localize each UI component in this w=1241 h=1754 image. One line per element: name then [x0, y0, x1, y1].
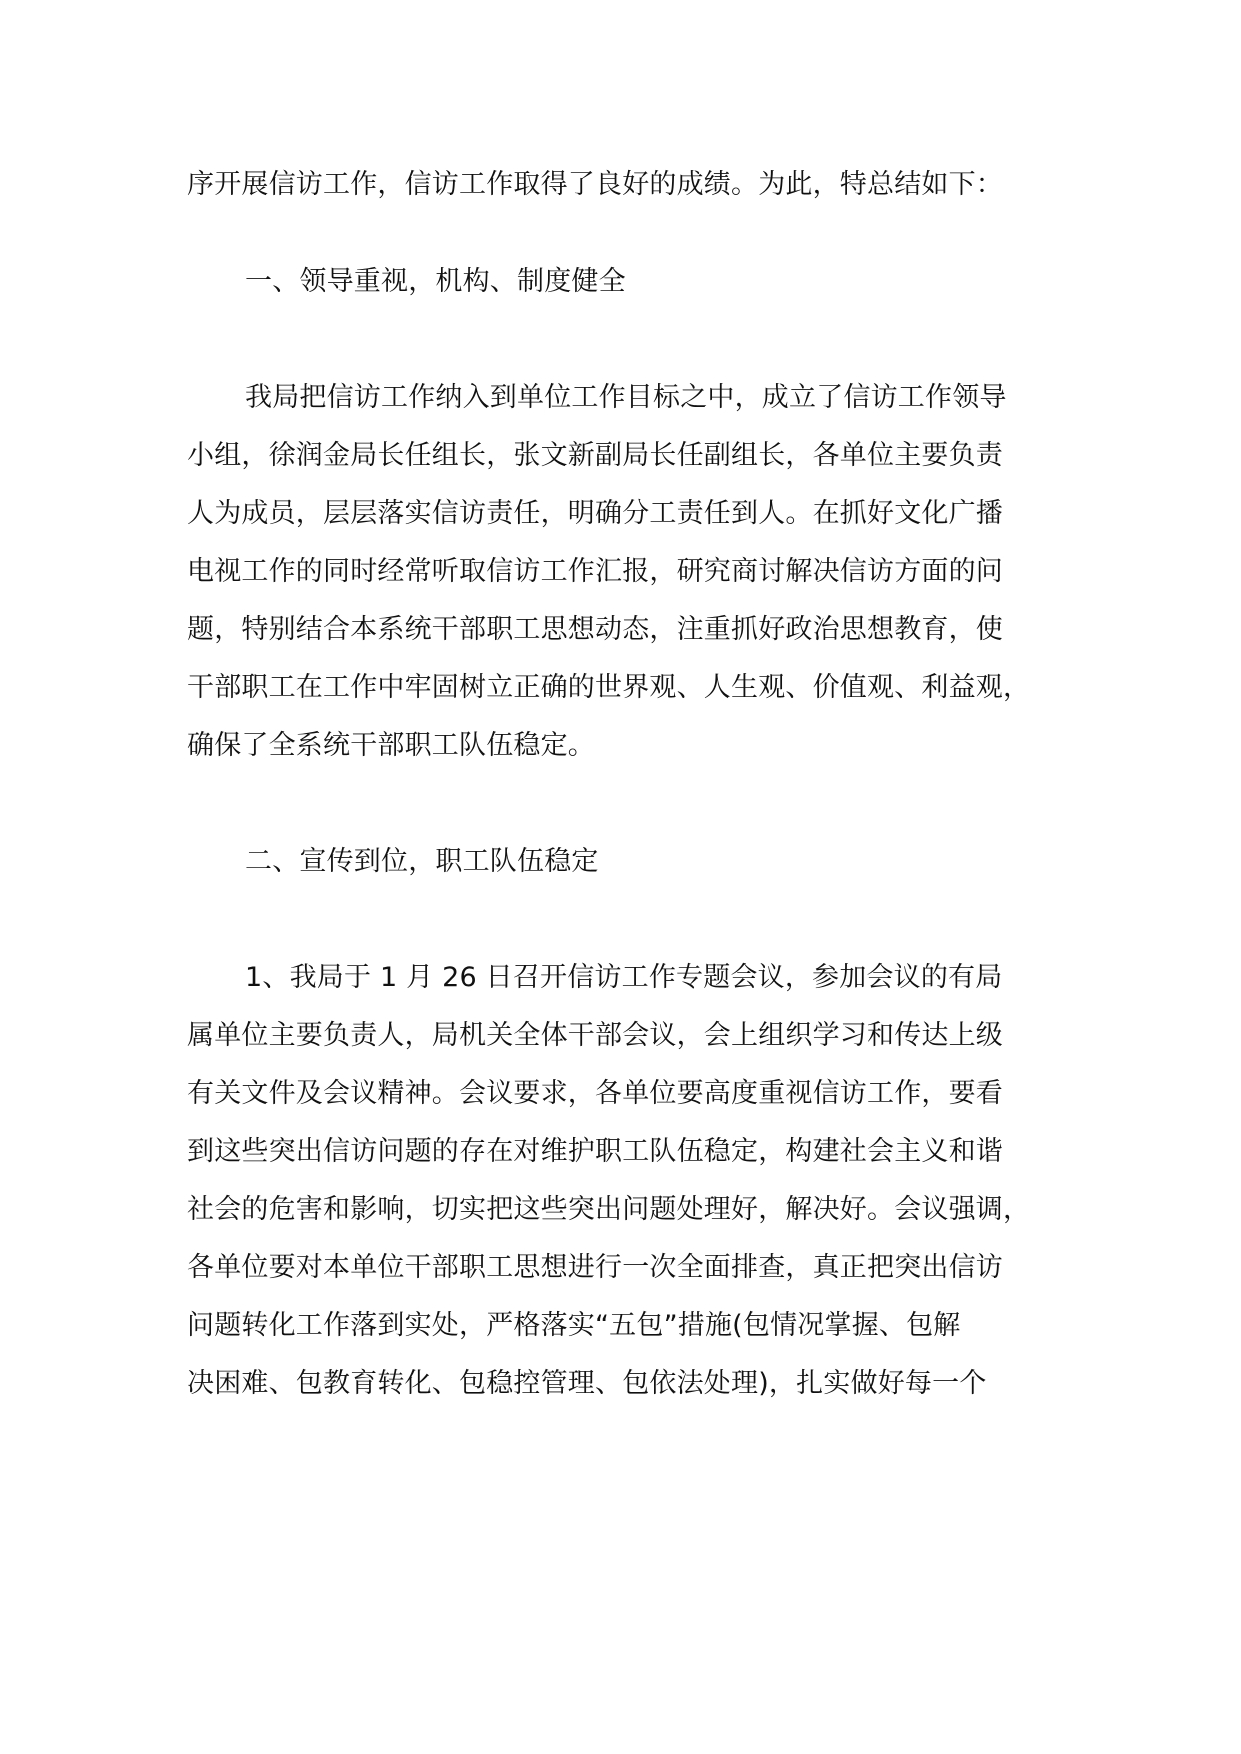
paragraph-line: 我局把信访工作纳入到单位工作目标之中，成立了信访工作领导: [245, 382, 1007, 413]
paragraph-line: 题，特别结合本系统干部职工思想动态，注重抓好政治思想教育，使: [187, 614, 1003, 645]
paragraph-line: 干部职工在工作中牢固树立正确的世界观、人生观、价值观、利益观，: [187, 672, 1031, 703]
paragraph-line: 确保了全系统干部职工队伍稳定。: [187, 730, 595, 761]
paragraph-line: 到这些突出信访问题的存在对维护职工队伍稳定，构建社会主义和谐: [187, 1136, 1003, 1167]
paragraph-line: 有关文件及会议精神。会议要求，各单位要高度重视信访工作，要看: [187, 1078, 1003, 1109]
paragraph-line: 属单位主要负责人，局机关全体干部会议，会上组织学习和传达上级: [187, 1020, 1003, 1051]
paragraph-line: 各单位要对本单位干部职工思想进行一次全面排查，真正把突出信访: [187, 1252, 1003, 1283]
paragraph-line: 电视工作的同时经常听取信访工作汇报，研究商讨解决信访方面的问: [187, 556, 1003, 587]
paragraph-line: 人为成员，层层落实信访责任，明确分工责任到人。在抓好文化广播: [187, 498, 1003, 529]
paragraph-line: 小组，徐润金局长任组长，张文新副局长任副组长，各单位主要负责: [187, 440, 1003, 471]
section-heading: 二、宣传到位，职工队伍稳定: [245, 846, 599, 877]
paragraph-line: 社会的危害和影响，切实把这些突出问题处理好，解决好。会议强调，: [187, 1194, 1031, 1225]
paragraph-line: 1、我局于 1 月 26 日召开信访工作专题会议，参加会议的有局: [245, 962, 1003, 993]
paragraph-line: 决困难、包教育转化、包稳控管理、包依法处理)，扎实做好每一个: [187, 1368, 987, 1399]
paragraph-line: 序开展信访工作，信访工作取得了良好的成绩。为此，特总结如下：: [187, 169, 1003, 200]
section-heading: 一、领导重视，机构、制度健全: [245, 266, 626, 297]
paragraph-line: 问题转化工作落到实处，严格落实“五包”措施(包情况掌握、包解: [187, 1310, 961, 1341]
